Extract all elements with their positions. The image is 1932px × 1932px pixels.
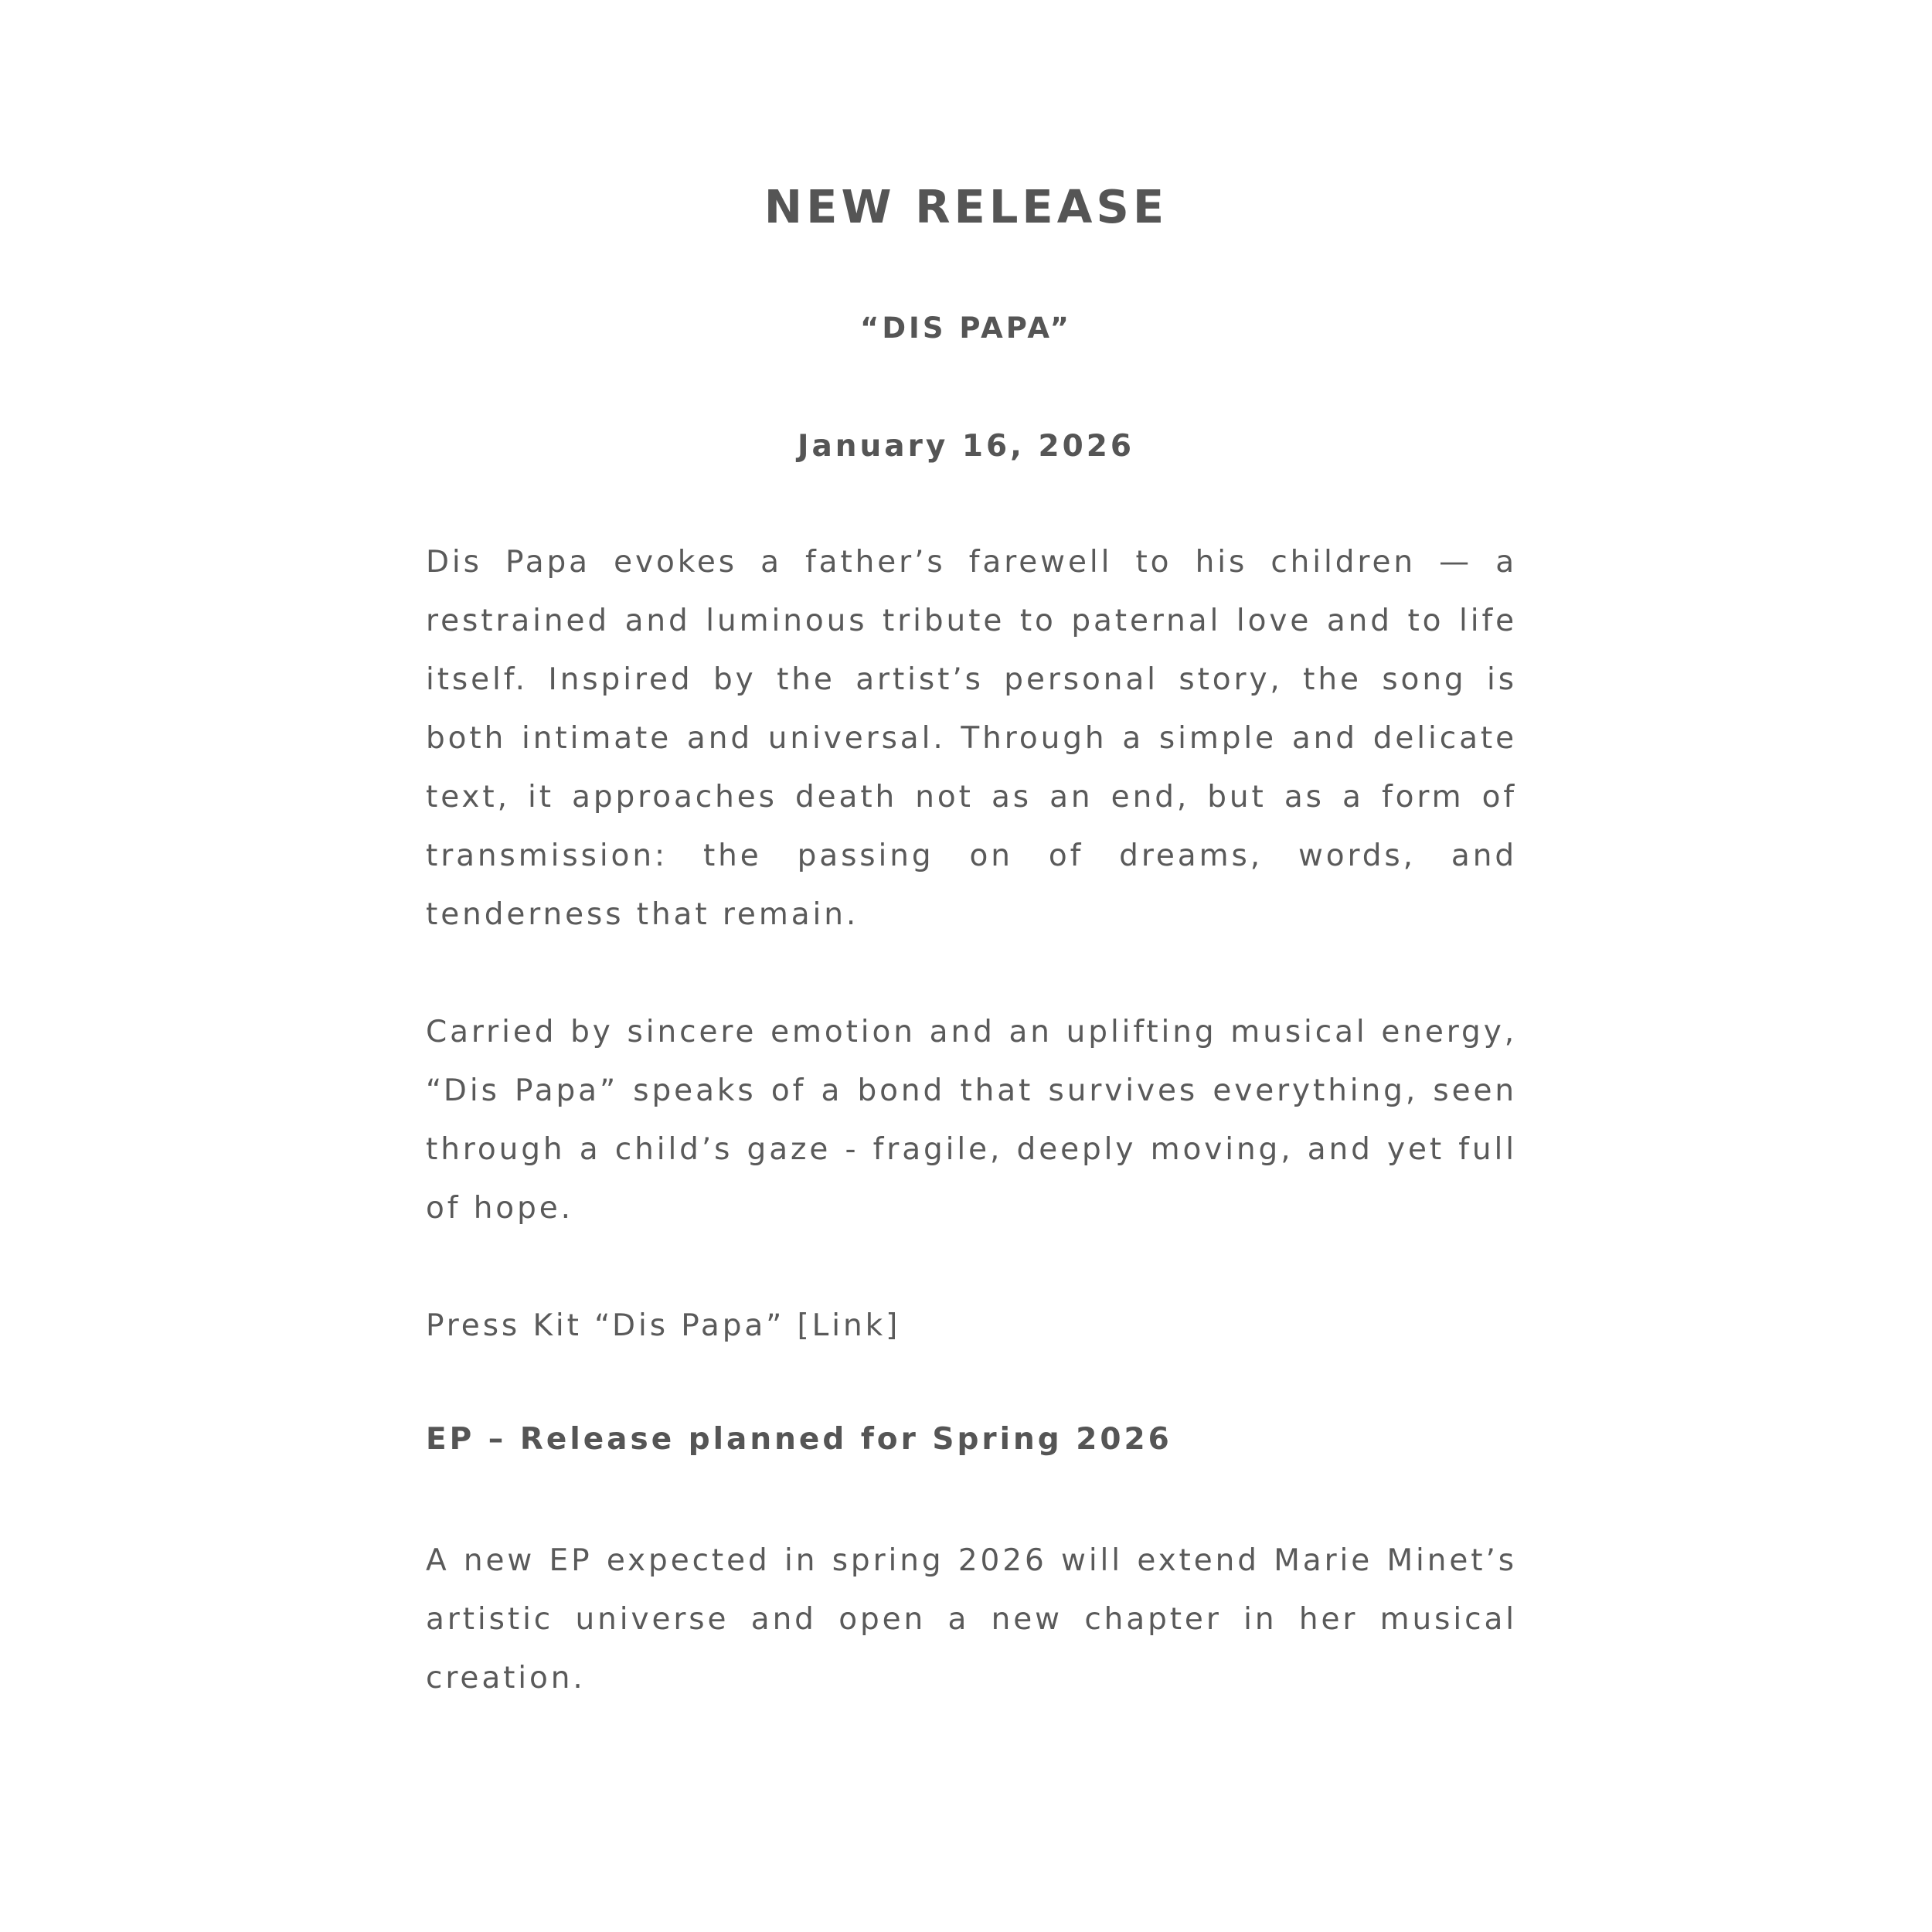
ep-paragraph: A new EP expected in spring 2026 will extend Marie Minet’s artistic universe and open a new chapter in her musical creation. xyxy=(426,1543,1517,1696)
press-kit-label: Press Kit “Dis Papa” xyxy=(426,1308,798,1343)
ep-heading: EP – Release planned for Spring 2026 xyxy=(426,1422,1172,1457)
song-description-paragraph: Dis Papa evokes a father’s farewell to his children — a restrained and luminous tribute to paternal love and to life itself. Inspired by the artist’s personal story, the song is both intimate and universal. Through a simple and delicate text, it approaches death not as an end, but as a form of transmission: the passing on of dreams, words, and tenderness that remain. xyxy=(426,545,1517,932)
song-emotion-paragraph: Carried by sincere emotion and an uplifting musical energy, “Dis Papa” speaks of a bond that survives everything, seen through a child’s gaze - fragile, deeply moving, and yet full of hope. xyxy=(426,1015,1517,1226)
page-title: NEW RELEASE xyxy=(764,180,1168,233)
song-title: “DIS PAPA” xyxy=(860,311,1072,345)
press-kit-link[interactable]: [Link] xyxy=(797,1308,901,1343)
release-date: January 16, 2026 xyxy=(797,429,1135,464)
press-kit-line xyxy=(426,1297,1517,1355)
